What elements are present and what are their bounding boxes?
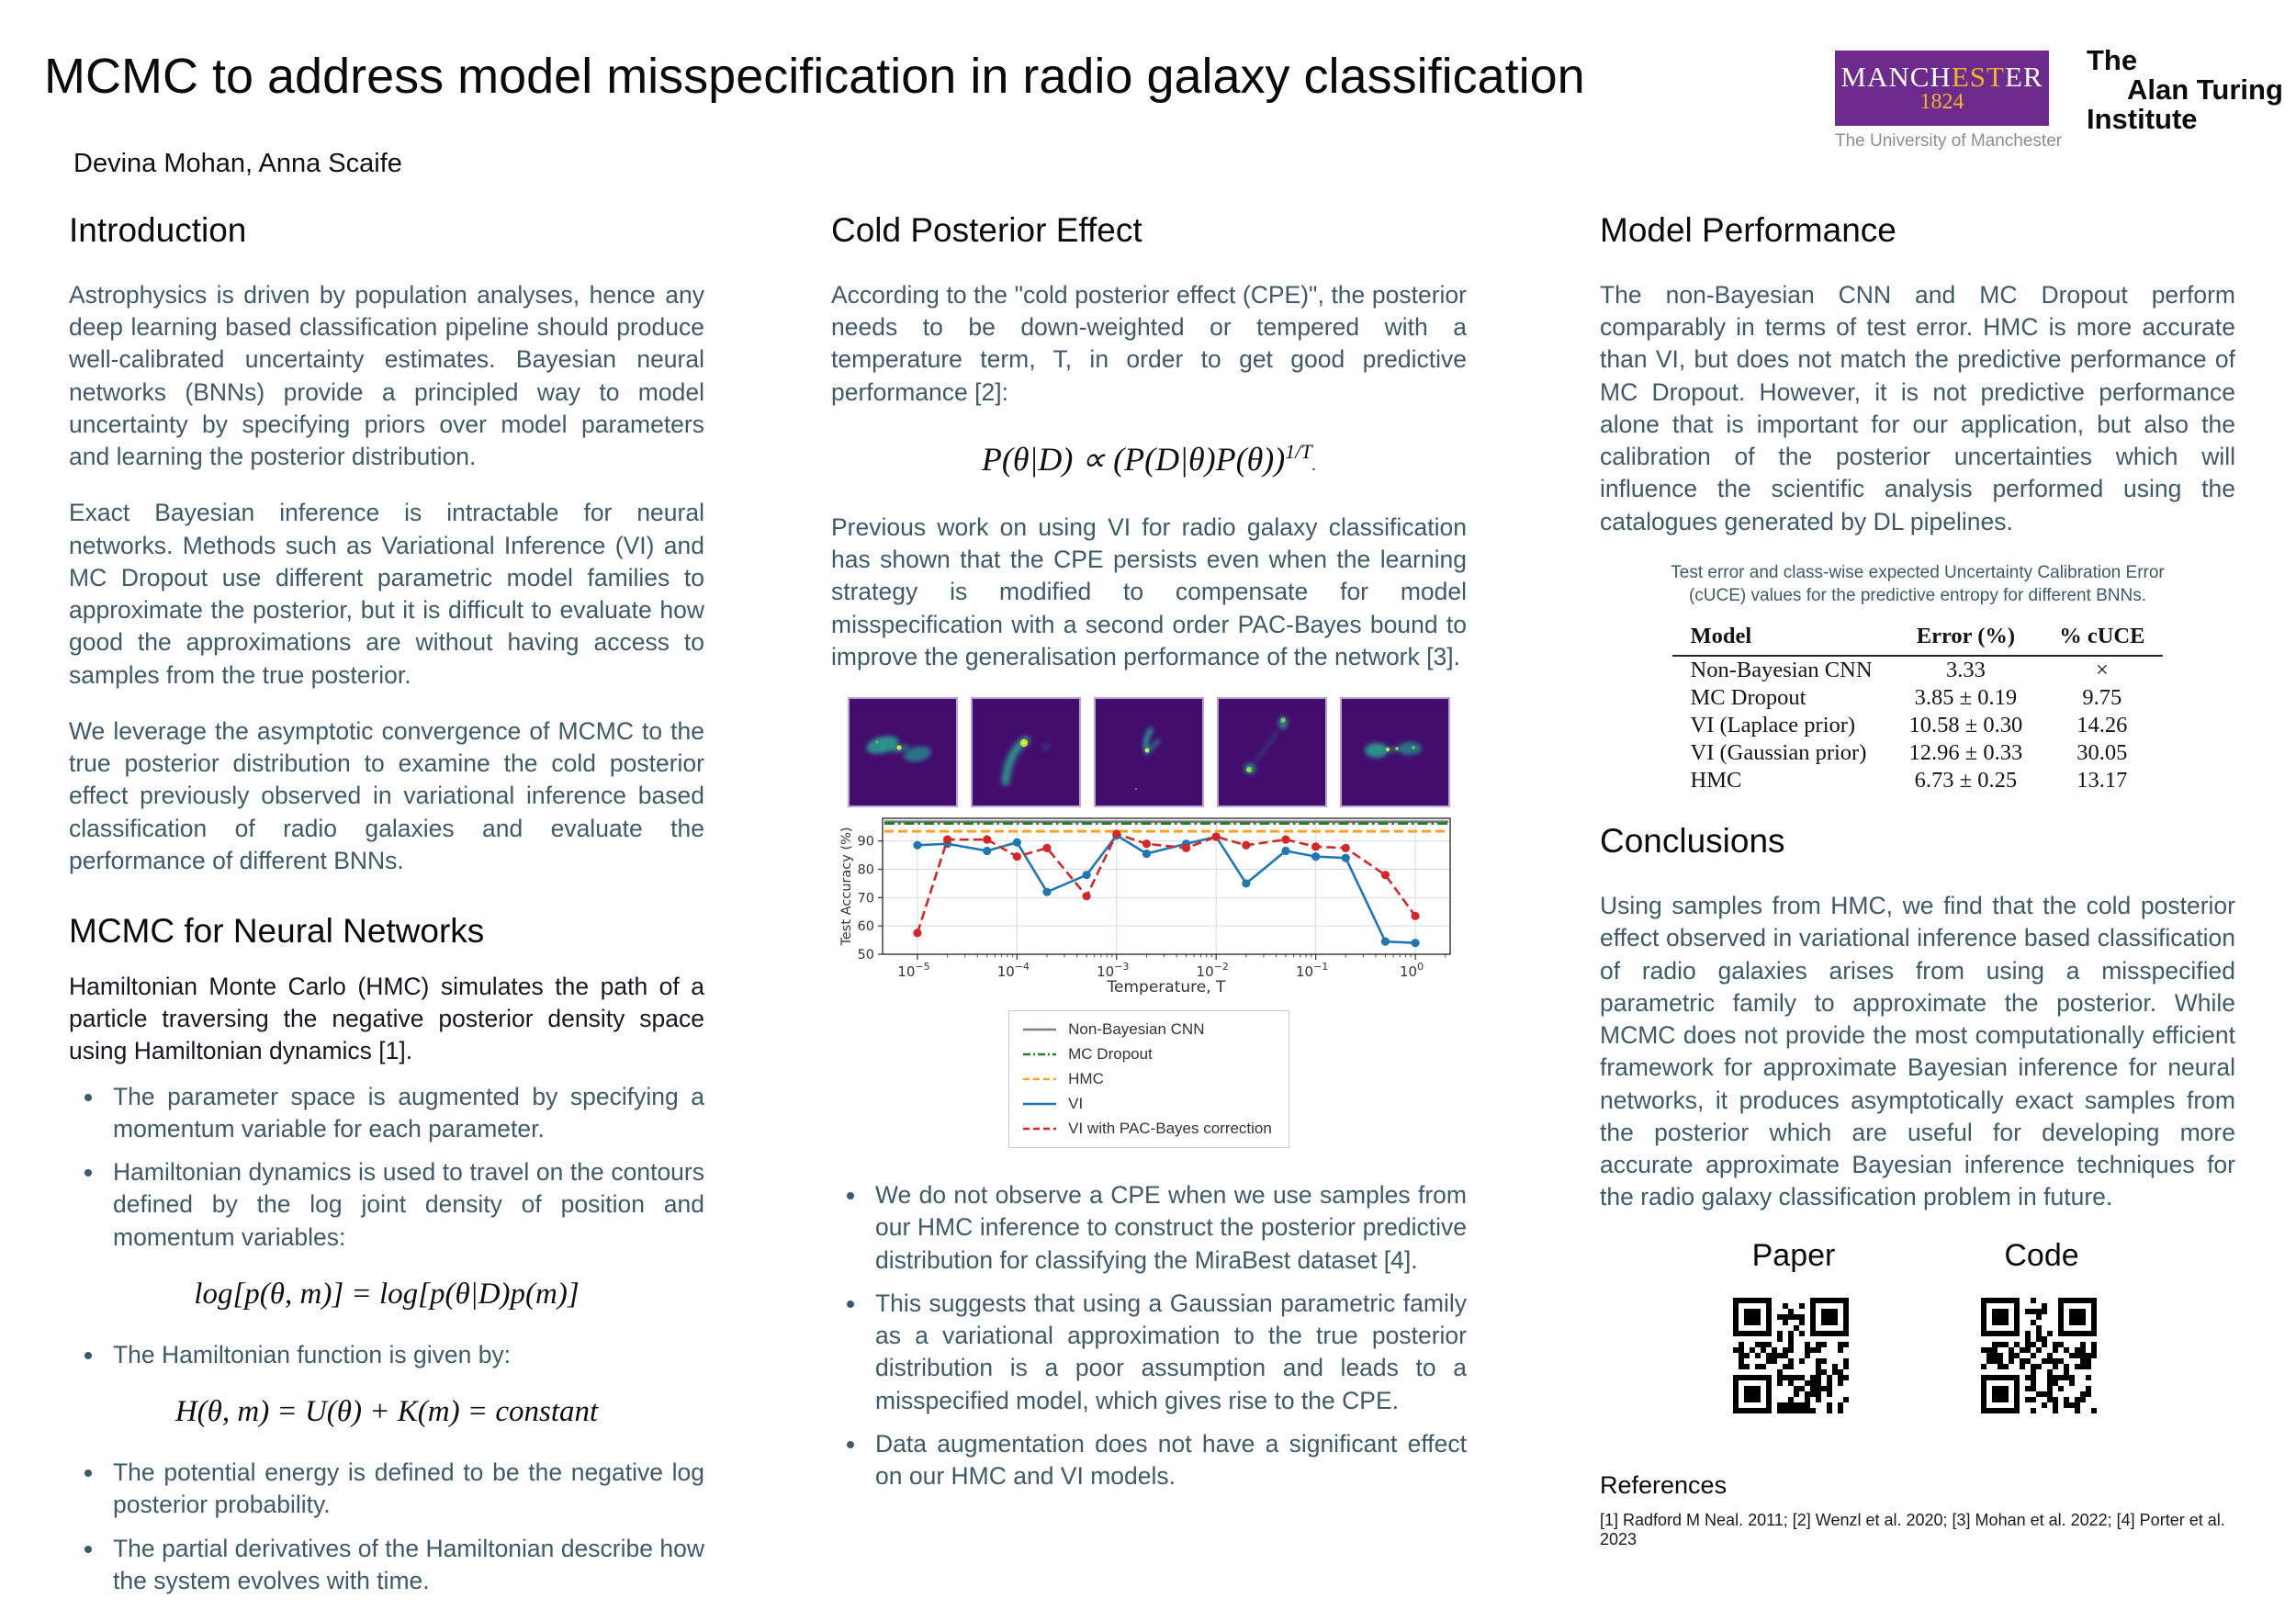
introduction-paragraphs: [69, 279, 704, 877]
section-heading-model-performance: Model Performance: [1600, 211, 1896, 249]
bullet-item: • This suggests that using a Gaussian parametric family as a variational approximation to the true posterior distribution is a poor assumption and leads to a misspecified model, which gives rise to the CPE.: [868, 1288, 1467, 1417]
paper-label: Paper: [1751, 1237, 1836, 1273]
table-header-cell: Error (%): [1891, 622, 2042, 656]
mcmc-bullet-list-1: [69, 1081, 704, 1254]
table-cell: MC Dropout: [1690, 685, 1806, 711]
code-qr-code: [1977, 1294, 2106, 1423]
svg-text:50: 50: [857, 948, 874, 963]
table-cell: 3.33: [1945, 658, 1986, 683]
svg-text:70: 70: [857, 891, 874, 906]
column-cold-posterior-effect: [831, 211, 1467, 1505]
table-row: [1672, 656, 2164, 684]
table-row: [1672, 739, 2164, 767]
svg-text:10−2: $10^{-2}$: [1196, 961, 1229, 981]
cpe-paragraph-1: According to the "cold posterior effect (CPE)", the posterior needs to be down-weighted or tempered with a temperature term, T, in order to get good predictive performance [2]:: [831, 281, 1467, 406]
paper-qr-block: [1729, 1238, 1858, 1427]
table-cell: 3.85 ± 0.19: [1914, 685, 2018, 711]
references-text: [1] Radford M Neal. 2011; [2] Wenzl et al. 2020; [3] Mohan et al. 2022; [4] Porter et al. 2023: [1600, 1510, 2225, 1548]
intro-paragraph: We leverage the asymptotic convergence of MCMC to the true posterior distribution to examine the cold posterior effect previously observed in variational inference based classification of radio galaxies and evaluate the performance of different BNNs.: [69, 716, 704, 874]
intro-paragraph: Astrophysics is driven by population analyses, hence any deep learning based classification pipeline should produce well-calibrated uncertainty estimates. Bayesian neural networks (BNNs) provide a principled way to model uncertainty by specifying priors over model parameters and learning the posterior distribution.: [69, 281, 704, 471]
table-cell: 10.58 ± 0.30: [1908, 713, 2023, 738]
authors: Devina Mohan, Anna Scaife: [73, 149, 402, 178]
svg-text:60: 60: [857, 919, 874, 935]
manchester-logo-subtitle: The University of Manchester: [1835, 131, 2063, 151]
table-row: [1672, 712, 2164, 739]
legend-label: HMC: [1068, 1070, 1104, 1088]
intro-paragraph: Exact Bayesian inference is intractable for neural networks. Methods such as Variational Inference (VI) and MC Dropout use different parametric model families to approximate the posterior, but it is difficult to evaluate how good the approximations are without having access to samples from the true posterior.: [69, 499, 704, 689]
mcmc-bullet-list-2: [69, 1339, 704, 1371]
svg-text:100: $10^0$: [1400, 961, 1424, 981]
table-cell: 14.26: [2077, 713, 2128, 738]
equation-cold-posterior: $P(\theta|D) \propto (P(D|\theta)P(\theta))^{1/T}$.: [981, 439, 1317, 478]
table-caption: Test error and class-wise expected Uncertainty Calibration Error (cUCE) values for the predictive entropy for different BNNs.: [1671, 562, 2165, 605]
table-row: [1672, 767, 2164, 794]
manchester-logo-wordmark: MANCHESTER: [1840, 60, 2043, 93]
section-heading-introduction: Introduction: [69, 211, 247, 249]
table-cell: 13.17: [2077, 768, 2128, 794]
legend-line-sample: [1022, 1075, 1057, 1083]
alan-turing-institute-logo: The Alan Turing Institute: [2087, 44, 2283, 136]
legend-line-sample: [1022, 1026, 1057, 1033]
section-heading-cpe: Cold Posterior Effect: [831, 211, 1142, 249]
legend-label: VI: [1068, 1095, 1084, 1113]
manchester-logo-box: [1835, 51, 2049, 126]
bullet-item: • Hamiltonian dynamics is used to travel on the contours defined by the log joint density of position and momentum variables:: [106, 1156, 704, 1254]
legend-entry: [1022, 1045, 1272, 1064]
table-cell: Non-Bayesian CNN: [1690, 658, 1873, 683]
legend-line-sample: [1022, 1125, 1057, 1132]
table-header-cell: Model: [1672, 622, 1891, 656]
legend-entry: [1022, 1120, 1272, 1138]
svg-text:10−4: $10^{-4}$: [996, 961, 1030, 981]
legend-label: VI with PAC-Bayes correction: [1068, 1120, 1272, 1138]
svg-text:Test Accuracy (%): Test Accuracy (%): [839, 827, 854, 946]
references-heading: References: [1600, 1470, 1728, 1499]
legend-label: MC Dropout: [1068, 1045, 1153, 1064]
page-title: MCMC to address model misspecification in radio galaxy classification: [44, 49, 1585, 104]
galaxy-image-5: [1340, 697, 1450, 807]
section-heading-mcmc: MCMC for Neural Networks: [69, 911, 485, 950]
legend-line-sample: [1022, 1100, 1057, 1108]
table-cell: 9.75: [2082, 685, 2122, 711]
manchester-logo: [1835, 51, 2063, 152]
cpe-findings-bullet-list: [831, 1179, 1467, 1492]
galaxy-image-1: [848, 697, 958, 807]
bullet-item: • The partial derivatives of the Hamiltonian describe how the system evolves with time.: [106, 1533, 704, 1597]
column-results: [1600, 211, 2235, 1549]
conclusions-paragraph: Using samples from HMC, we find that the cold posterior effect observed in variational inference based classification of radio galaxies arises from using a misspecified parametric family to approximate the posterior. While MCMC does not provide the most computationally efficient framework for approximate Bayesian inference for neural networks, it produces asymptotically exact samples from the posterior which are useful for developing more accurate approximate Bayesian inference techniques for the radio galaxy classification problem in future.: [1600, 892, 2235, 1211]
svg-text:10−3: $10^{-3}$: [1097, 961, 1130, 981]
cpe-chart-figure: [831, 811, 1467, 999]
legend-label: Non-Bayesian CNN: [1068, 1020, 1205, 1039]
legend-entry: [1022, 1070, 1272, 1088]
legend-line-sample: [1022, 1051, 1057, 1058]
equation-hamiltonian: H(θ, m) = U(θ) + K(m) = constant: [174, 1395, 599, 1429]
paper-qr-code: [1729, 1294, 1858, 1423]
model-performance-table: [1672, 622, 2164, 794]
table-header-cell: % cUCE: [2041, 622, 2163, 656]
svg-text:10−5: $10^{-5}$: [897, 961, 930, 981]
radio-galaxy-image-strip: [831, 697, 1467, 807]
bullet-item: • Data augmentation does not have a significant effect on our HMC and VI models.: [868, 1428, 1467, 1492]
svg-text:Temperature, T: Temperature, T: [1107, 978, 1226, 996]
bullet-item: • The parameter space is augmented by specifying a momentum variable for each parameter.: [106, 1081, 704, 1145]
equation-log-joint-density: log[p(θ, m)] = log[p(θ|D)p(m)]: [194, 1277, 580, 1311]
mcmc-lead-paragraph: Hamiltonian Monte Carlo (HMC) simulates the path of a particle traversing the negative posterior density space using Hamiltonian dynamics [1].: [69, 972, 704, 1065]
table-header-row: [1672, 622, 2164, 656]
code-label: Code: [2004, 1237, 2079, 1273]
table-cell: 12.96 ± 0.33: [1908, 740, 2023, 766]
code-qr-block: [1977, 1238, 2106, 1427]
galaxy-image-3: [1094, 697, 1204, 807]
table-cell: ×: [2095, 658, 2109, 683]
cpe-paragraph-2: Previous work on using VI for radio galaxy classification has shown that the CPE persists even when the learning strategy is modified to compensate for model misspecification with a second order PAC-Bayes bound to improve the generalisation performance of the network [3].: [831, 512, 1467, 670]
bullet-item: • The Hamiltonian function is given by:: [106, 1339, 704, 1371]
chart-legend: [1008, 1010, 1289, 1148]
table-cell: 30.05: [2077, 740, 2128, 766]
table-cell: VI (Gaussian prior): [1690, 740, 1867, 766]
svg-text:10−1: $10^{-1}$: [1295, 961, 1329, 981]
legend-entry: [1022, 1095, 1272, 1113]
legend-entry: [1022, 1020, 1272, 1039]
table-row: [1672, 684, 2164, 712]
table-cell: 6.73 ± 0.25: [1914, 768, 2018, 794]
model-performance-paragraph: The non-Bayesian CNN and MC Dropout perform comparably in terms of test error. HMC is more accurate than VI, but does not match the predictive performance of MC Dropout. However, it is not predictive performance alone that is important for our application, but also the calibration of the posterior uncertainties which will influence the scientific analysis performed using the catalogues generated by DL pipelines.: [1600, 281, 2235, 535]
table-cell: VI (Laplace prior): [1690, 713, 1856, 738]
bullet-item: • We do not observe a CPE when we use samples from our HMC inference to construct the posterior predictive distribution for classifying the MiraBest dataset [4].: [868, 1179, 1467, 1277]
galaxy-image-4: [1217, 697, 1327, 807]
svg-text:90: 90: [857, 834, 874, 850]
table-cell: HMC: [1690, 768, 1742, 794]
bullet-item: • The potential energy is defined to be the negative log posterior probability.: [106, 1457, 704, 1521]
svg-text:80: 80: [857, 862, 874, 878]
mcmc-bullet-list-3: [69, 1457, 704, 1597]
galaxy-image-2: [971, 697, 1081, 807]
test-accuracy-vs-temperature-chart: [838, 811, 1459, 995]
section-heading-conclusions: Conclusions: [1600, 822, 1785, 861]
qr-section: [1600, 1238, 2235, 1427]
manchester-logo-year: 1824: [1919, 89, 1964, 114]
column-introduction: [69, 211, 704, 1610]
